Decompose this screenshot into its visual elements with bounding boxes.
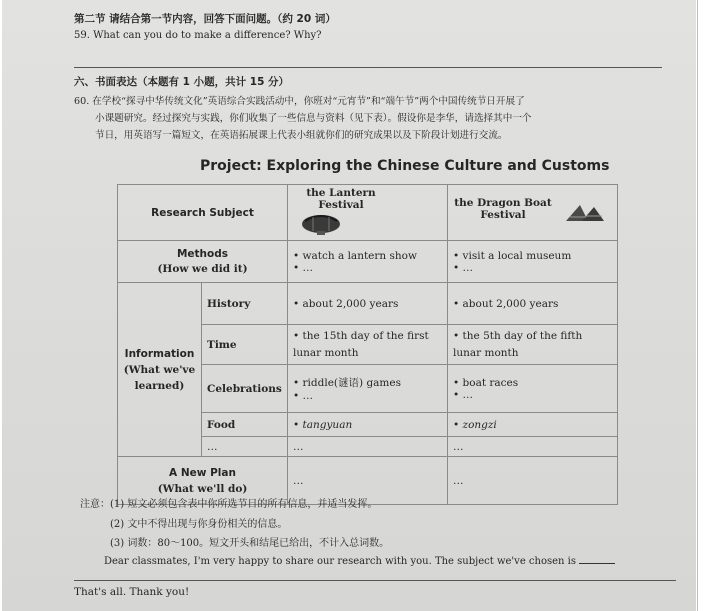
celebrations-label: Celebrations (202, 365, 288, 413)
information-sub-2: learned) (134, 379, 185, 392)
question-60-line3: 节日，用英语写一篇短文，在英语拓展课上代表小组就你们的研究成果以及下阶段计划进行交流。 (95, 130, 508, 141)
methods-dragon-2: • … (453, 261, 474, 274)
answer-line[interactable] (74, 580, 676, 581)
methods-dragon-cell (448, 241, 618, 283)
time-dragon: • the 5th day of the fifth lunar month (448, 325, 618, 365)
time-label: Time (202, 325, 288, 365)
plan-label: A New Plan (169, 466, 236, 479)
history-lantern: • about 2,000 years (288, 283, 448, 325)
page-edge (697, 0, 698, 611)
dragon-header-cell (448, 185, 618, 241)
information-sub-1: (What we've (123, 363, 196, 376)
essay-closing: That's all. Thank you! (74, 586, 190, 598)
answer-line-59 (74, 67, 662, 68)
question-59: 59. What can you do to make a difference? Why? (74, 30, 322, 41)
note-1: 注意：(1) 短文必须包含表中你所选节日的所有信息，并适当发挥。 (80, 499, 378, 510)
celebrations-dragon-1: • boat races (453, 376, 519, 389)
more-lantern: … (288, 437, 448, 457)
research-subject-label: Research Subject (151, 206, 254, 219)
food-dragon: • zongzi (448, 413, 618, 437)
methods-label: Methods (176, 248, 229, 260)
history-dragon: • about 2,000 years (448, 283, 618, 325)
question-60-line2: 小课题研究。经过探究与实践，你们收集了一些信息与资料（见下表）。假设你是李华，请选择其中一个 (95, 113, 532, 124)
plan-dragon: … (448, 457, 618, 505)
celebrations-dragon-cell (448, 365, 618, 413)
celebrations-lantern-cell (288, 365, 448, 413)
more-dragon: … (448, 437, 618, 457)
question-60-line1: 60. 在学校“探寻中华传统文化”英语综合实践活动中，你班对“元宵节”和“端午节”两个中国传统节日开展了 (74, 96, 525, 107)
food-lantern: • tangyuan (288, 413, 448, 437)
research-subject-cell (118, 185, 288, 241)
note-3: (3) 词数：80～100。短文开头和结尾已给出，不计入总词数。 (110, 538, 390, 549)
table-row (118, 241, 618, 283)
lantern-icon (299, 211, 343, 238)
more-label: … (202, 437, 288, 457)
table-row (118, 283, 618, 325)
lantern-festival-header: the Lantern Festival (306, 187, 376, 211)
essay-opening (104, 553, 615, 567)
methods-sub: (How we did it) (157, 263, 248, 275)
methods-lantern-2: • … (293, 261, 314, 274)
methods-lantern-1: • watch a lantern show (293, 249, 417, 262)
history-label: History (202, 283, 288, 325)
table-title: Project: Exploring the Chinese Culture and Customs (200, 158, 610, 174)
essay-opening-text: Dear classmates, I'm very happy to share our research with you. The subject we've chosen is (104, 556, 576, 567)
essay-opening-blank[interactable] (579, 553, 615, 564)
table-row (118, 185, 618, 241)
methods-dragon-1: • visit a local museum (453, 249, 572, 262)
section6-header: 六、书面表达（本题有 1 小题，共计 15 分） (74, 76, 290, 88)
section2-header: 第二节 请结合第一节内容，回答下面问题。（约 20 词） (74, 13, 336, 25)
plan-sub: (What we'll do) (157, 482, 248, 495)
lantern-header-cell (288, 185, 448, 241)
food-label: Food (202, 413, 288, 437)
zongzi-icon (562, 201, 608, 228)
information-cell (118, 283, 202, 457)
time-lantern: • the 15th day of the first lunar month (288, 325, 448, 365)
note-2: (2) 文中不得出现与你身份相关的信息。 (110, 519, 288, 530)
celebrations-lantern-2: • … (293, 390, 314, 402)
methods-lantern-cell (288, 241, 448, 283)
information-label: Information (124, 347, 195, 360)
project-table (117, 184, 618, 505)
celebrations-lantern-1: • riddle(谜语) games (293, 377, 401, 389)
celebrations-dragon-2: • … (453, 388, 474, 401)
methods-cell (118, 241, 288, 283)
dragon-boat-festival-header: the Dragon Boat Festival (454, 196, 552, 221)
plan-lantern: … (288, 457, 448, 505)
